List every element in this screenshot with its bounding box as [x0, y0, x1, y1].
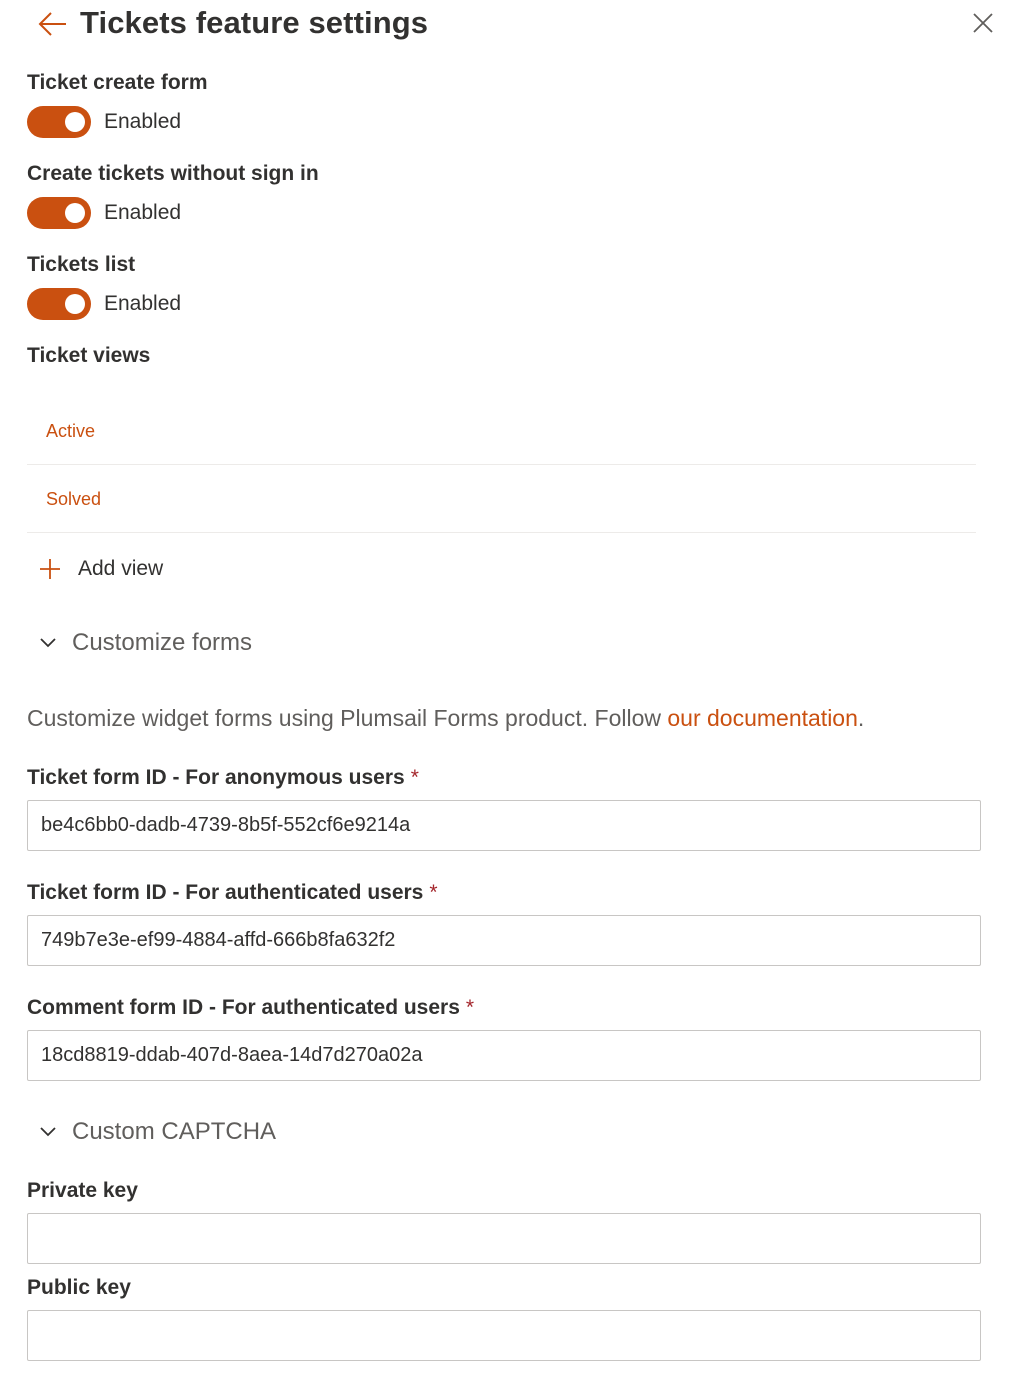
back-button[interactable]	[36, 8, 70, 40]
create-without-signin-toggle[interactable]	[27, 197, 91, 229]
required-mark: *	[410, 766, 419, 789]
arrow-left-icon	[38, 11, 68, 37]
required-mark: *	[465, 996, 475, 1019]
description-text: Customize widget forms using Plumsail Forms product. Follow	[27, 705, 668, 731]
close-icon	[972, 12, 994, 34]
field-label-text: Ticket form ID - For authenticated users	[27, 881, 424, 904]
tickets-list-label: Tickets list	[27, 253, 136, 276]
private-key-input[interactable]	[27, 1213, 981, 1264]
panel-header	[0, 0, 1009, 48]
ticket-view-label: Solved	[46, 489, 102, 509]
ticket-view-label: Active	[46, 421, 96, 441]
field-label-text: Comment form ID - For authenticated users	[27, 996, 460, 1019]
page-title: Tickets feature settings	[80, 5, 429, 40]
public-key-input[interactable]	[27, 1310, 981, 1361]
add-view-label: Add view	[78, 557, 164, 580]
ticket-create-form-state: Enabled	[104, 110, 182, 133]
ticket-view-item-active[interactable]	[27, 397, 976, 465]
add-view-button[interactable]	[38, 550, 163, 588]
description-end: .	[857, 705, 865, 731]
comment-form-id-input[interactable]	[27, 1030, 981, 1081]
anonymous-ticket-form-id-label	[27, 765, 419, 791]
chevron-down-icon	[38, 1122, 58, 1142]
authenticated-ticket-form-id-label	[27, 880, 438, 906]
create-without-signin-state: Enabled	[104, 201, 182, 224]
chevron-down-icon	[38, 633, 58, 653]
private-key-label: Private key	[27, 1179, 138, 1202]
create-without-signin-toggle-row	[27, 197, 181, 229]
plus-icon	[38, 557, 62, 581]
toggle-knob	[65, 294, 85, 314]
ticket-create-form-toggle-row	[27, 106, 181, 138]
ticket-create-form-toggle[interactable]	[27, 106, 91, 138]
authenticated-ticket-form-id-input[interactable]	[27, 915, 981, 966]
create-without-signin-label: Create tickets without sign in	[27, 162, 319, 185]
toggle-knob	[65, 112, 85, 132]
public-key-label: Public key	[27, 1276, 131, 1299]
documentation-link[interactable]: our documentation	[667, 705, 858, 731]
ticket-view-item-solved[interactable]	[27, 465, 976, 533]
customize-forms-section-toggle[interactable]	[38, 623, 252, 663]
field-label-text: Ticket form ID - For anonymous users	[27, 766, 405, 789]
toggle-knob	[65, 203, 85, 223]
close-button[interactable]	[966, 7, 1000, 39]
custom-captcha-section-label: Custom CAPTCHA	[72, 1118, 277, 1145]
ticket-create-form-label: Ticket create form	[27, 71, 208, 94]
tickets-list-toggle[interactable]	[27, 288, 91, 320]
comment-form-id-label	[27, 995, 474, 1021]
ticket-views-label: Ticket views	[27, 344, 151, 367]
custom-captcha-section-toggle[interactable]	[38, 1112, 276, 1152]
anonymous-ticket-form-id-input[interactable]	[27, 800, 981, 851]
tickets-list-toggle-row	[27, 288, 181, 320]
required-mark: *	[429, 881, 438, 904]
tickets-list-state: Enabled	[104, 292, 182, 315]
customize-forms-description	[27, 702, 864, 734]
customize-forms-section-label: Customize forms	[72, 629, 253, 656]
